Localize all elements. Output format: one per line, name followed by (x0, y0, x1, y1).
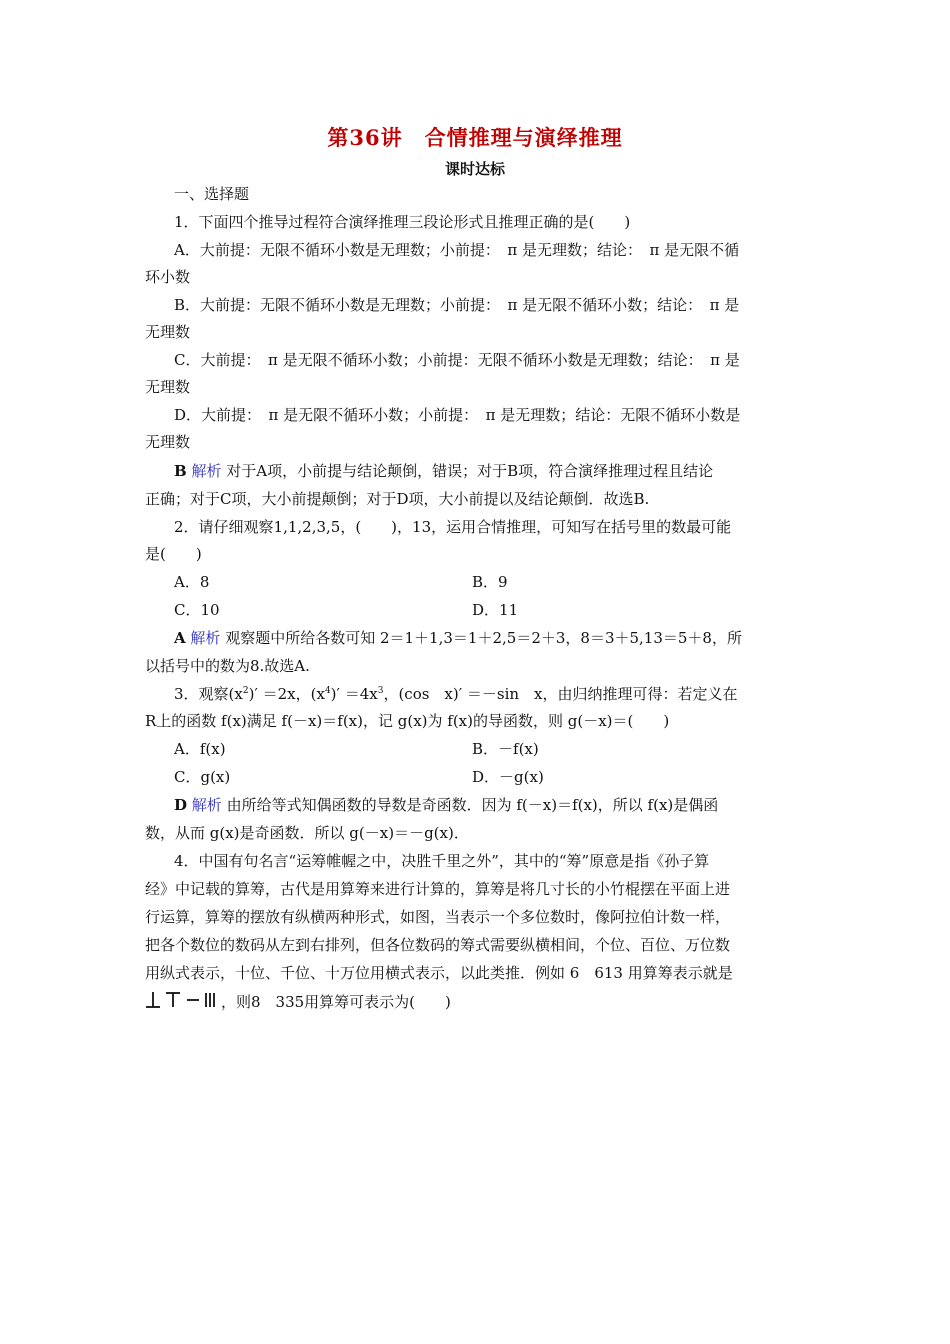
q2-explanation (174, 628, 742, 648)
q2-explanation-cont: 以括号中的数为8.故选A. (145, 657, 310, 675)
q2-option-c: C．10 (174, 601, 220, 619)
q1-option-c-cont: 无理数 (145, 378, 191, 396)
q2-stem-cont: 是( ) (145, 545, 202, 563)
q3-stem-part: 3．观察(x (174, 685, 243, 703)
q1-explanation-cont: 正确；对于C项，大小前提颠倒；对于D项，大小前提以及结论颠倒．故选B. (145, 490, 650, 508)
q4-line: 经》中记载的算筹，古代是用算筹来进行计算的，算筹是将几寸长的小竹棍摆在平面上进 (145, 880, 731, 898)
q2-explanation-text: 观察题中所给各数可知 2＝1＋1,3＝1＋2,5＝2＋3，8＝3＋5,13＝5＋8，所 (220, 629, 742, 647)
q1-explanation (174, 461, 713, 481)
q4-line: 用纵式表示，十位、千位、十万位用横式表示，以此类推．例如 6 613 用算筹表示就是 (145, 964, 733, 982)
q4-line: 行运算，算筹的摆放有纵横两种形式，如图，当表示一个多位数时，像阿拉伯计数一样， (145, 908, 731, 926)
q3-stem-part: )′ ＝4x (330, 685, 378, 703)
q2-option-a: A．8 (174, 573, 210, 591)
q3-explanation-text: 由所给等式知偶函数的导数是奇函数．因为 f(－x)＝f(x)，所以 f(x)是偶函 (221, 796, 719, 814)
q1-option-a-cont: 环小数 (145, 268, 191, 286)
q1-explanation-text: 对于A项，小前提与结论颠倒，错误；对于B项，符合演绎推理过程且结论 (221, 462, 714, 480)
q4-line: 把各个数位的数码从左到右排列，但各位数码的筹式需要纵横相间，个位、百位、万位数 (145, 936, 731, 954)
q1-stem: 1．下面四个推导过程符合演绎推理三段论形式且推理正确的是( ) (174, 213, 631, 231)
q3-explanation (174, 795, 718, 815)
section-heading: 一、选择题 (174, 185, 250, 203)
q3-option-c: C．g(x) (174, 768, 231, 786)
q4-line-with-rods (145, 991, 451, 1012)
q2-answer: A (174, 629, 186, 647)
q4-line-text: ，则8 335用算筹可表示为( ) (221, 993, 451, 1011)
q1-option-b-cont: 无理数 (145, 323, 191, 341)
q3-exponent: 4 (324, 686, 331, 696)
q1-option-a: A．大前提：无限不循环小数是无理数；小前提： π 是无理数；结论： π 是无限不循 (174, 241, 740, 259)
q1-option-c: C．大前提： π 是无限不循环小数；小前提：无限不循环小数是无理数；结论： π 是 (174, 351, 740, 369)
q1-option-d: D．大前提： π 是无限不循环小数；小前提： π 是无理数；结论：无限不循环小数是 (174, 406, 741, 424)
q3-option-a: A．f(x) (174, 740, 226, 758)
q4-line: 4．中国有句名言“运筹帷幄之中，决胜千里之外”，其中的“筹”原意是指《孙子算 (174, 852, 710, 870)
page-title: 第36讲 合情推理与演绎推理 (327, 125, 623, 150)
q3-exponent: 2 (242, 686, 249, 696)
q1-jiexi-label: 解析 (191, 462, 222, 480)
q3-stem-part: )′ ＝2x，(x (248, 685, 325, 703)
q3-exponent: 3 (377, 686, 384, 696)
q1-answer: B (174, 462, 187, 480)
q3-stem (174, 684, 738, 704)
q3-option-d: D．－g(x) (472, 768, 544, 786)
q3-stem-part: ，(cos x)′ ＝－sin x，由归纳推理可得：若定义在 (383, 685, 738, 703)
q3-stem-cont: R上的函数 f(x)满足 f(－x)＝f(x)，记 g(x)为 f(x)的导函数，则 g(－x)＝( ) (145, 712, 670, 730)
q3-answer: D (174, 796, 188, 814)
q2-option-b: B．9 (472, 573, 508, 591)
q3-option-b: B．－f(x) (472, 740, 539, 758)
q3-explanation-cont: 数，从而 g(x)是奇函数．所以 g(－x)＝－g(x)． (145, 824, 469, 842)
counting-rods-icon (145, 991, 221, 1009)
q3-jiexi-label: 解析 (191, 796, 222, 814)
q2-option-d: D．11 (472, 601, 519, 619)
q2-jiexi-label: 解析 (190, 629, 221, 647)
q2-stem: 2．请仔细观察1,1,2,3,5，( )，13，运用合情推理，可知写在括号里的数最可能 (174, 518, 732, 536)
page-subtitle: 课时达标 (444, 160, 505, 178)
q1-option-b: B．大前提：无限不循环小数是无理数；小前提： π 是无限不循环小数；结论： π 是 (174, 296, 740, 314)
q1-option-d-cont: 无理数 (145, 433, 191, 451)
